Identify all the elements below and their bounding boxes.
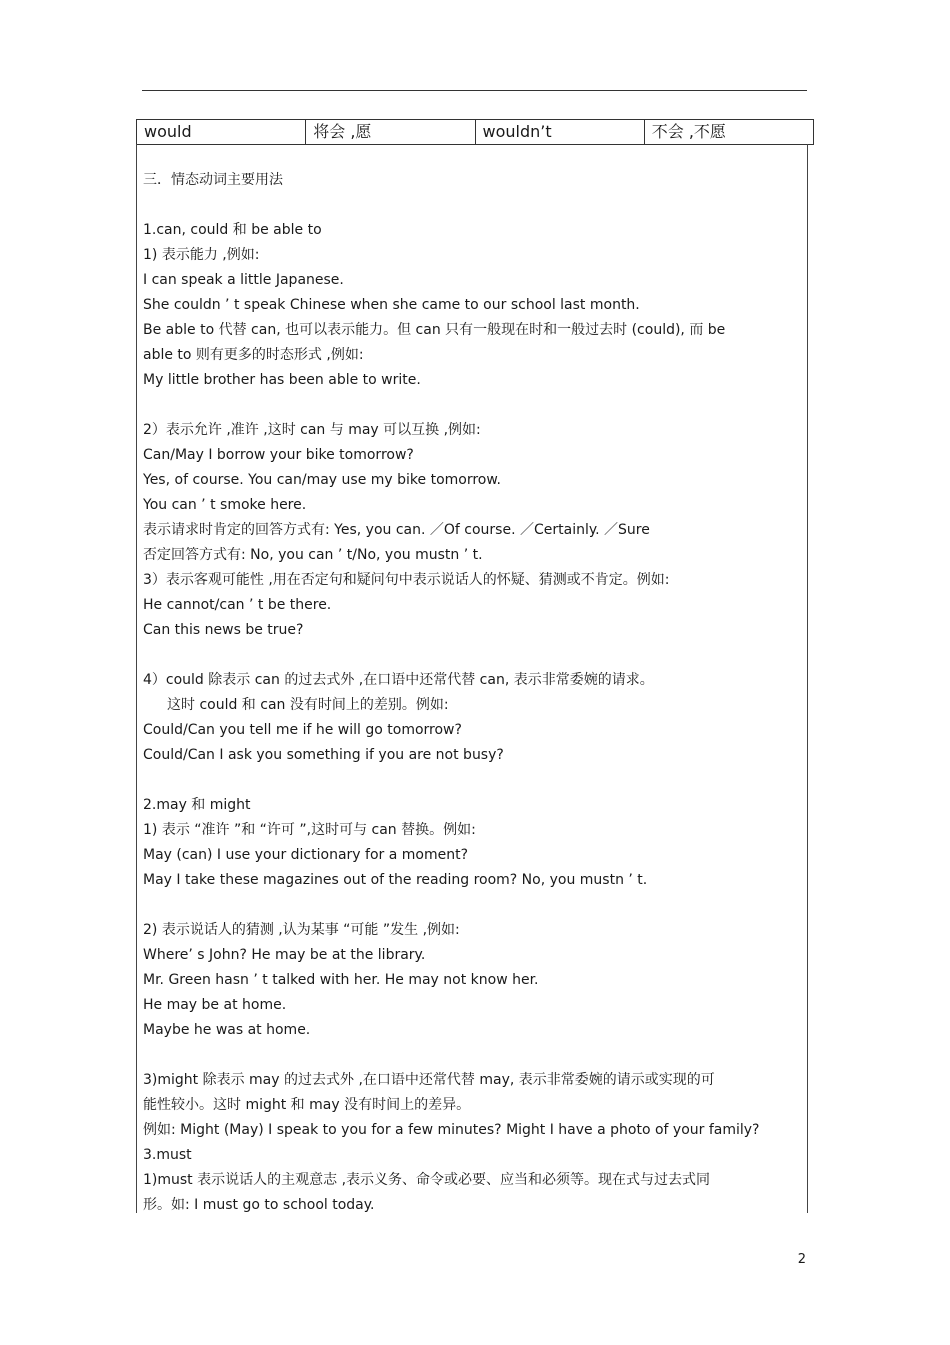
example-sentence: He cannot/can ’ t be there. xyxy=(143,597,332,613)
example-sentence: You can ’ t smoke here. xyxy=(143,497,307,513)
example-sentence: Where’ s John? He may be at the library. xyxy=(143,947,426,963)
example-sentence: My little brother has been able to write. xyxy=(143,372,421,388)
modal-verb-table xyxy=(136,119,814,145)
frame-right-border xyxy=(807,144,808,1213)
example-sentence: She couldn ’ t speak Chinese when she came to our school last month. xyxy=(143,297,640,313)
example-sentence: 例如: Might (May) I speak to you for a few minutes? Might I have a photo of your family? xyxy=(143,1122,760,1138)
point-title: 1) 表示 “准许 ”和 “许可 ”,这时可与 can 替换。例如: xyxy=(143,822,476,838)
header-rule xyxy=(142,90,807,91)
point-title: 4）could 除表示 can 的过去式外 ,在口语中还常代替 can, 表示非常委婉的请求。 xyxy=(143,672,654,688)
table-cell-verb: would xyxy=(137,120,306,145)
section-title: 三．情态动词主要用法 xyxy=(143,172,283,188)
example-sentence: I can speak a little Japanese. xyxy=(143,272,344,288)
point-title: 2) 表示说话人的猜测 ,认为某事 “可能 ”发生 ,例如: xyxy=(143,922,460,938)
page-number: 2 xyxy=(797,1252,806,1267)
example-sentence: Yes, of course. You can/may use my bike tomorrow. xyxy=(143,472,501,488)
example-sentence: Could/Can I ask you something if you are not busy? xyxy=(143,747,504,763)
table-cell-meaning: 将会 ,愿 xyxy=(306,120,475,145)
explanation-text: able to 则有更多的时态形式 ,例如: xyxy=(143,347,364,363)
subsection-title: 3.must xyxy=(143,1147,192,1163)
point-title: 1)must 表示说话人的主观意志 ,表示义务、命令或必要、应当和必须等。现在式与过去式同 xyxy=(143,1172,711,1188)
point-title: 形。如: I must go to school today. xyxy=(143,1197,375,1213)
explanation-text: 表示请求时肯定的回答方式有: Yes, you can. ／Of course. ／Certainly. ／Sure xyxy=(143,522,650,538)
example-sentence: May (can) I use your dictionary for a moment? xyxy=(143,847,468,863)
point-title: 能性较小。这时 might 和 may 没有时间上的差异。 xyxy=(143,1097,471,1113)
example-sentence: Can this news be true? xyxy=(143,622,304,638)
document-body xyxy=(143,168,805,1218)
explanation-text: Be able to 代替 can, 也可以表示能力。但 can 只有一般现在时和一般过去时 (could), 而 be xyxy=(143,322,726,338)
frame-left-border xyxy=(136,144,137,1213)
example-sentence: Mr. Green hasn ’ t talked with her. He may not know her. xyxy=(143,972,539,988)
point-title: 这时 could 和 can 没有时间上的差别。例如: xyxy=(167,697,449,713)
point-title: 3）表示客观可能性 ,用在否定句和疑问句中表示说话人的怀疑、猜测或不肯定。例如: xyxy=(143,572,670,588)
subsection-title: 2.may 和 might xyxy=(143,797,251,813)
example-sentence: Can/May I borrow your bike tomorrow? xyxy=(143,447,414,463)
table-row xyxy=(137,120,814,145)
table-cell-negative-verb: wouldn’t xyxy=(475,120,644,145)
table-cell-negative-meaning: 不会 ,不愿 xyxy=(644,120,813,145)
example-sentence: Could/Can you tell me if he will go tomorrow? xyxy=(143,722,462,738)
point-title: 1) 表示能力 ,例如: xyxy=(143,247,260,263)
subsection-title: 1.can, could 和 be able to xyxy=(143,222,322,238)
explanation-text: 否定回答方式有: No, you can ’ t/No, you mustn ’ t. xyxy=(143,547,483,563)
point-title: 3)might 除表示 may 的过去式外 ,在口语中还常代替 may, 表示非常委婉的请示或实现的可 xyxy=(143,1072,715,1088)
example-sentence: May I take these magazines out of the reading room? No, you mustn ’ t. xyxy=(143,872,648,888)
example-sentence: He may be at home. xyxy=(143,997,287,1013)
point-title: 2）表示允许 ,准许 ,这时 can 与 may 可以互换 ,例如: xyxy=(143,422,481,438)
example-sentence: Maybe he was at home. xyxy=(143,1022,311,1038)
